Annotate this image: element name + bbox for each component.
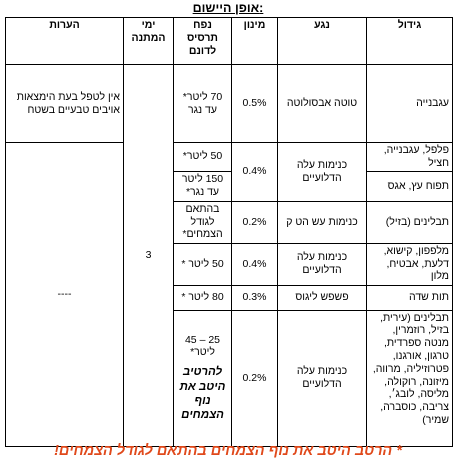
- crop-cell: עגבנייה: [367, 65, 453, 143]
- pest-cell: טוטה אבסולוטה: [278, 65, 367, 143]
- volume-value: 25 – 45 ליטר*: [184, 333, 221, 359]
- pest-cell: כנימות עש הט ק: [278, 201, 367, 243]
- crop-cell: תות שדה: [367, 285, 453, 310]
- crop-cell: תבלינים (עירית, בזיל, רוזמרין, מנטה ספרדית, טרגון, אורגנו, פטרוזיליה, מרווה, מיזונה, רוקולה, מליסה, לובג׳, צריבה, כוסברה, שמיר): [367, 310, 453, 446]
- table-row: [6, 65, 453, 143]
- header-row: [6, 18, 453, 65]
- pest-cell: כנימות עלה הדלועיים: [278, 243, 367, 285]
- notes-cell: אין לטפל בעת הימצאות אויבים טבעיים בשטח: [6, 65, 124, 143]
- section-heading: אופן היישום:: [192, 1, 264, 15]
- volume-emphasis: להרטיב היטב את נוף הצמחים: [179, 366, 226, 422]
- crop-cell: תפוח עץ, אגס: [367, 171, 453, 201]
- col-header-notes: הערות: [6, 18, 124, 65]
- col-header-pest: נגע: [278, 18, 367, 65]
- dose-cell: 0.2%: [232, 201, 278, 243]
- volume-cell: 50 ליטר*: [174, 143, 232, 172]
- crop-cell: תבלינים (בזיל): [367, 201, 453, 243]
- volume-cell: 80 ליטר *: [174, 285, 232, 310]
- col-header-dose: מינון: [232, 18, 278, 65]
- crop-cell: פלפל, עגבנייה, חציל: [367, 143, 453, 172]
- dose-cell: 0.4%: [232, 143, 278, 202]
- phi-cell: 3: [124, 65, 174, 447]
- dose-cell: 0.5%: [232, 65, 278, 143]
- application-table: [5, 17, 453, 447]
- volume-cell: 50 ליטר *: [174, 243, 232, 285]
- crop-cell: מלפפון, קישוא, דלעת, אבטיח, מלון: [367, 243, 453, 285]
- volume-cell: 150 ליטר עד נגר*: [174, 171, 232, 201]
- dose-cell: 0.3%: [232, 285, 278, 310]
- table-row: [6, 143, 453, 172]
- col-header-crop: גידול: [367, 18, 453, 65]
- pest-cell: כנימות עלה הדלועיים: [278, 143, 367, 202]
- pest-cell: כנימות עלה הדלועיים: [278, 310, 367, 446]
- dose-cell: 0.2%: [232, 310, 278, 446]
- volume-cell: 70 ליטר* עד נגר: [174, 65, 232, 143]
- volume-cell: [174, 310, 232, 446]
- col-header-phi: ימי המתנה: [124, 18, 174, 65]
- volume-cell: בהתאם לגודל הצמחים*: [174, 201, 232, 243]
- footer-note: * הרטב היטב את נוף הצמחים בהתאם לגודל הצמחים!: [54, 443, 402, 459]
- notes-cell: ----: [6, 143, 124, 447]
- dose-cell: 0.4%: [232, 243, 278, 285]
- col-header-volume: נפח תרסיס לדונם: [174, 18, 232, 65]
- pest-cell: פשפש ליגוס: [278, 285, 367, 310]
